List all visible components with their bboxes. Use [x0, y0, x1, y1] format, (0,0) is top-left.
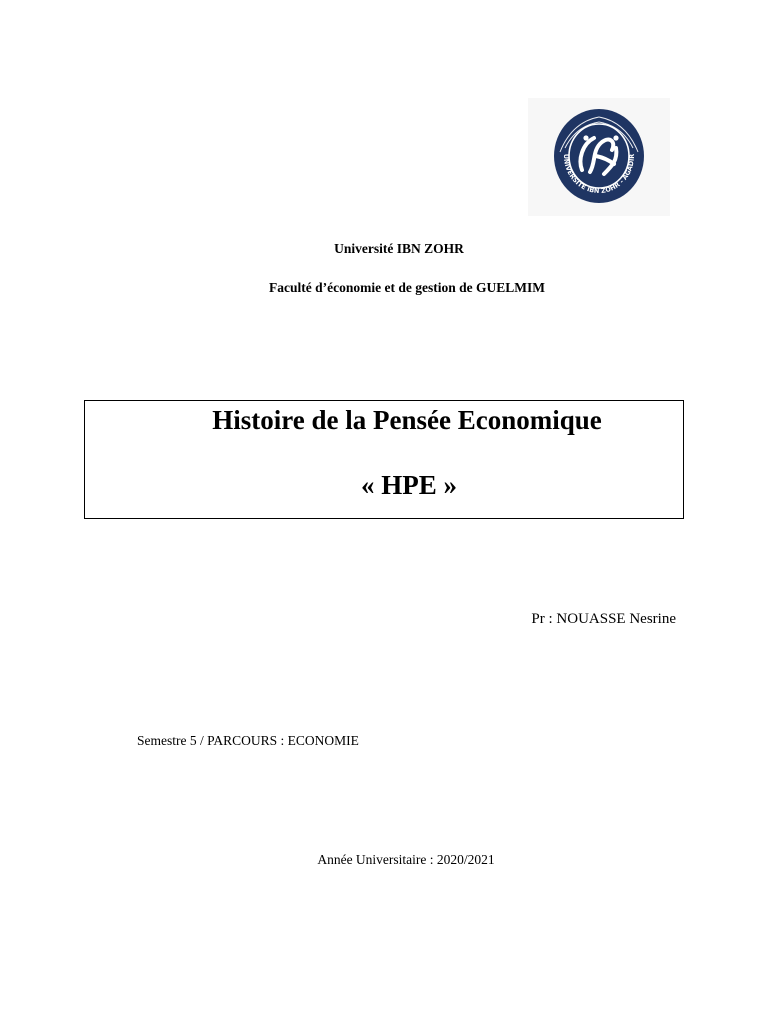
university-name: Université IBN ZOHR: [334, 241, 464, 256]
semester-info: Semestre 5 / PARCOURS : ECONOMIE: [137, 733, 359, 748]
faculty-name: Faculté d’économie et de gestion de GUELMIM: [269, 280, 545, 295]
university-seal-icon: [552, 108, 646, 204]
professor-name: Pr : NOUASSE Nesrine: [531, 611, 676, 627]
logo-ring-text: UNIVERSITE IBN ZOHR - AGADIR: [561, 153, 637, 196]
document-title: Histoire de la Pensée Economique: [212, 405, 602, 435]
title-box: [84, 400, 684, 519]
academic-year: Année Universitaire : 2020/2021: [317, 852, 495, 867]
document-abbreviation: « HPE »: [360, 470, 457, 500]
university-logo: [528, 98, 670, 216]
